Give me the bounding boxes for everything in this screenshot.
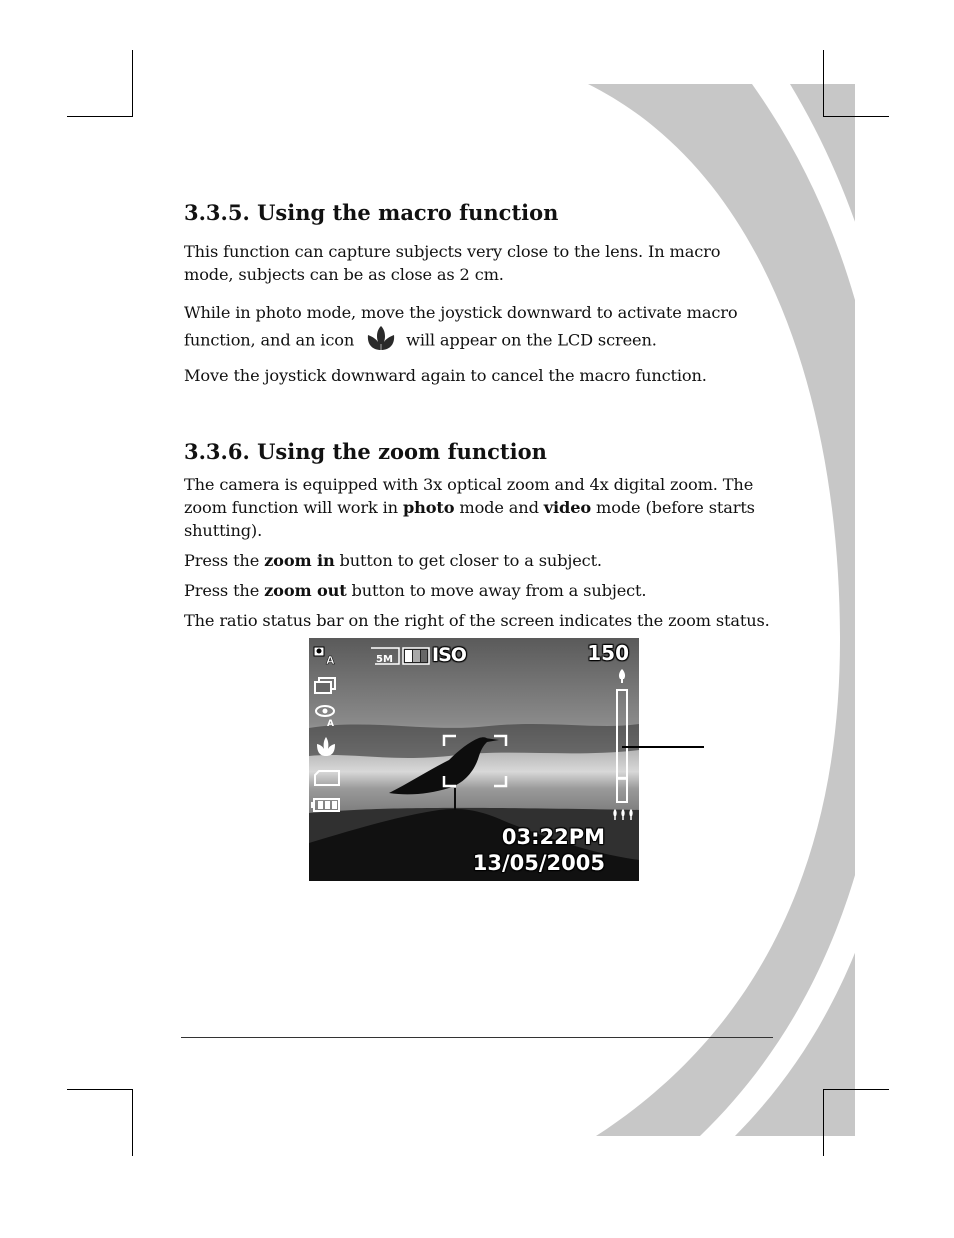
crop-mark-top-right-h	[823, 116, 889, 117]
iso-label: ISO	[432, 644, 466, 666]
callout-line	[622, 746, 704, 748]
zoom-p2-a: Press the	[184, 551, 265, 570]
macro-p1-text: This function can capture subjects very close to the lens. In macro mode, subjects can be as close as 2 cm.	[184, 242, 721, 284]
macro-p3-text: Move the joystick downward again to cancel the macro function.	[184, 366, 707, 385]
wide-icon	[611, 808, 635, 822]
red-eye-icon	[314, 703, 340, 727]
drive-mode-icon	[313, 676, 339, 696]
zoom-p1-photo: photo	[402, 498, 455, 517]
battery-icon	[311, 796, 341, 814]
crop-mark-bottom-left-v	[132, 1089, 133, 1156]
quality-icon	[401, 646, 431, 666]
resolution-icon	[369, 646, 403, 666]
tele-icon	[615, 668, 629, 684]
scene-auto-icon	[312, 644, 338, 666]
sd-card-icon	[312, 768, 342, 788]
section-heading-zoom: 3.3.6. Using the zoom function	[184, 439, 547, 464]
macro-icon	[365, 324, 397, 358]
crop-mark-bottom-left-h	[67, 1089, 133, 1090]
macro-paragraph-3	[184, 364, 784, 387]
macro-paragraph-2	[184, 301, 774, 358]
macro-p2-after: will appear on the LCD screen.	[406, 330, 657, 350]
crop-mark-bottom-right-h	[823, 1089, 889, 1090]
crop-mark-top-left-v	[132, 50, 133, 117]
zoom-p4-text: The ratio status bar on the right of the screen indicates the zoom status.	[184, 611, 770, 630]
lcd-time: 03:22PM	[501, 825, 605, 849]
footer-rule	[181, 1037, 773, 1038]
macro-lcd-icon	[315, 736, 337, 758]
zoom-p3-zoom-out: zoom out	[264, 581, 347, 600]
zoom-paragraph-2	[184, 549, 784, 572]
crop-mark-bottom-right-v	[823, 1089, 824, 1156]
zoom-p1-e: mode (before starts shutting).	[184, 498, 755, 540]
crop-mark-top-right-v	[823, 50, 824, 117]
lcd-date: 13/05/2005	[472, 851, 605, 875]
zoom-level-marker	[618, 777, 626, 780]
section-heading-macro: 3.3.5. Using the macro function	[184, 200, 559, 225]
zoom-paragraph-1	[184, 473, 779, 542]
zoom-p3-c: button to move away from a subject.	[346, 581, 647, 600]
zoom-p1-a: The camera is equipped with 3x optical zoom and 4x digital zoom. The zoom function will work in	[184, 475, 754, 517]
crop-mark-top-left-h	[67, 116, 133, 117]
zoom-paragraph-3	[184, 579, 784, 602]
focus-frame-icon	[442, 734, 508, 788]
svg-text:A: A	[326, 654, 335, 666]
zoom-paragraph-4	[184, 609, 784, 632]
zoom-p3-a: Press the	[184, 581, 265, 600]
lcd-screen-image	[309, 638, 639, 881]
zoom-p2-c: button to get closer to a subject.	[334, 551, 602, 570]
zoom-p1-c: mode and	[454, 498, 544, 517]
resolution-text: 5M	[376, 654, 393, 665]
zoom-p2-zoom-in: zoom in	[264, 551, 335, 570]
shots-remaining: 150	[587, 641, 629, 665]
macro-paragraph-1	[184, 240, 744, 286]
redeye-letter: A	[327, 719, 334, 727]
zoom-p1-video: video	[543, 498, 592, 517]
macro-p2-before: While in photo mode, move the joystick downward to activate macro function, and an icon	[184, 303, 738, 350]
